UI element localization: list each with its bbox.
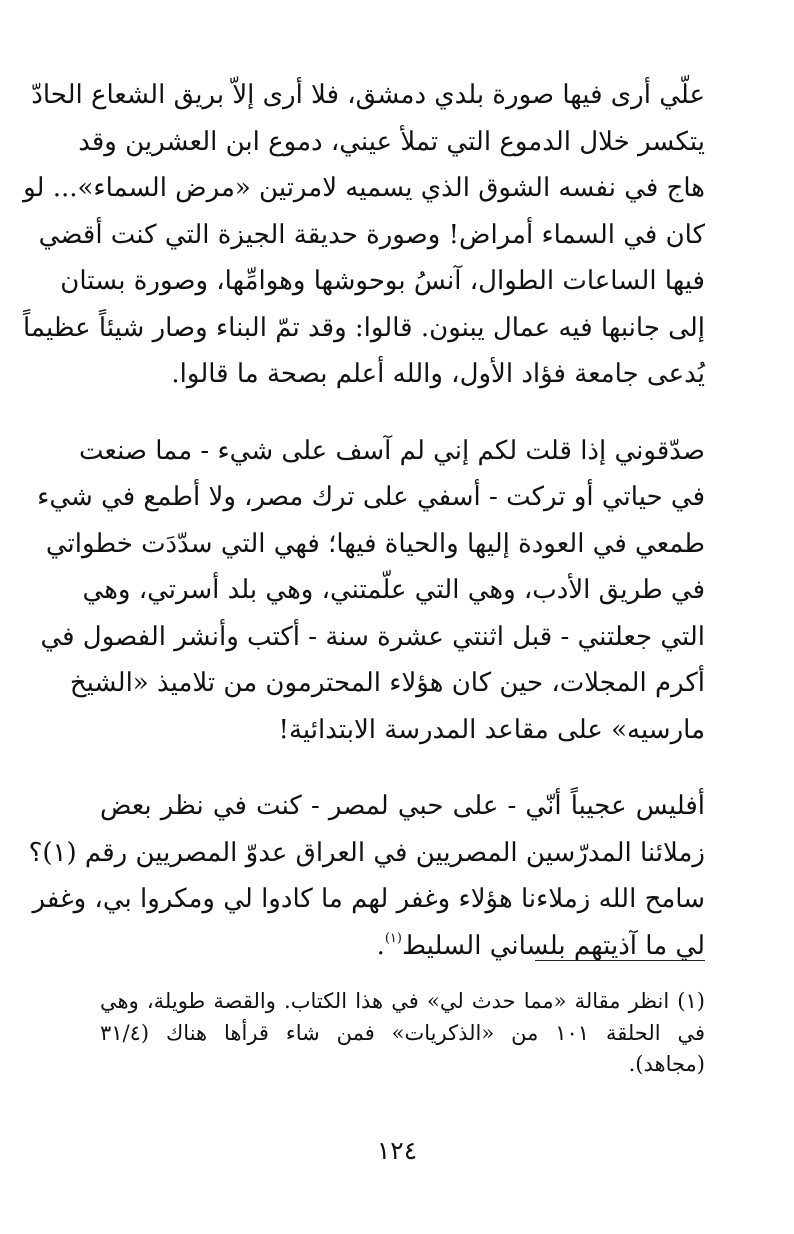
text-line: سامح الله زملاءنا هؤلاء وغفر لهم ما كادوا لي ومكروا بي، وغفر xyxy=(32,884,705,914)
paragraph-1 xyxy=(23,72,705,398)
footnote-line: (١) انظر مقالة «مما حدث لي» في هذا الكتاب. والقصة طويلة، وهي xyxy=(100,989,705,1013)
footnote-line: في الحلقة ١٠١ من «الذكريات» فمن شاء قرأها هناك (٣١/٤ xyxy=(100,1020,706,1045)
text-line: يُدعى جامعة فؤاد الأول، والله أعلم بصحة ما قالوا. xyxy=(171,359,705,389)
text-line: مارسيه» على مقاعد المدرسة الابتدائية! xyxy=(278,714,705,745)
text-line: فيها الساعات الطوال، آنسُ بوحوشها وهوامِّها، وصورة بستان xyxy=(60,266,705,296)
text-line: إلى جانبها فيه عمال يبنون. قالوا: وقد تمّ البناء وصار شيئاً عظيماً xyxy=(23,312,705,343)
text-line: كان في السماء أمراض! وصورة حديقة الجيزة التي كنت أقضي xyxy=(38,219,705,250)
footnote-reference[interactable]: (١) xyxy=(384,930,402,946)
text-line: صدّقوني إذا قلت لكم إني لم آسف على شيء - مما صنعت xyxy=(79,435,705,466)
text-line: طمعي في العودة إليها والحياة فيها؛ فهي التي سدّدَت خطواتي xyxy=(45,528,705,559)
footnote-line: (مجاهد). xyxy=(628,1052,705,1076)
paragraph-3 xyxy=(28,783,705,969)
text-line: التي جعلتني - قبل اثنتي عشرة سنة - أكتب وأنشر الفصول في xyxy=(40,621,705,652)
text-line: علّي أرى فيها صورة بلدي دمشق، فلا أرى إلاّ بريق الشعاع الحادّ xyxy=(31,80,705,110)
text-line: زملائنا المدرّسين المصريين في العراق عدوّ المصريين رقم (١)؟ xyxy=(28,837,705,868)
sentence-end: . xyxy=(376,930,385,961)
text-line: أفليس عجيباً أنّي - على حبي لمصر - كنت في نظر بعض xyxy=(100,791,705,821)
text-line: لي ما آذيتهم بلساني السليط xyxy=(401,930,705,961)
text-line: أكرم المجلات، حين كان هؤلاء المحترمون من تلاميذ «الشيخ xyxy=(69,668,705,698)
page-number: ١٢٤ xyxy=(376,1136,418,1165)
paragraph-2 xyxy=(37,428,705,754)
footnote-divider xyxy=(535,960,705,961)
text-line: في حياتي أو تركت - أسفي على ترك مصر، ولا أطمع في شيء xyxy=(37,482,705,512)
main-text xyxy=(23,72,705,969)
text-line-with-footnote xyxy=(100,923,705,970)
text-line: في طريق الأدب، وهي التي علّمتني، وهي بلد أسرتي، وهي xyxy=(82,575,705,605)
text-line: يتكسر خلال الدموع التي تملأ عيني، دموع ابن العشرين وقد xyxy=(78,126,705,157)
footnote xyxy=(100,986,705,1081)
text-line: هاج في نفسه الشوق الذي يسميه لامرتين «مرض السماء»... لو xyxy=(23,173,705,203)
